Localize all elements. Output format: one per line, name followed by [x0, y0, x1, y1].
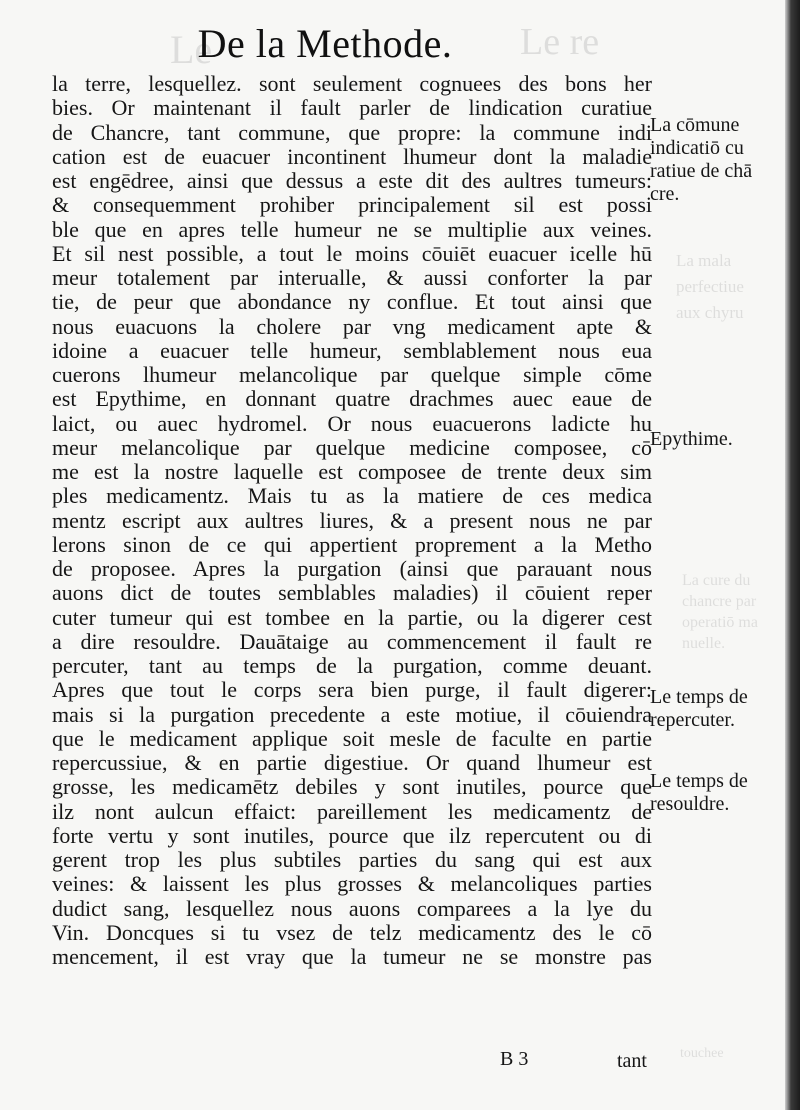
text-line: de Chancre, tant commune, que propre: la commune indi	[52, 119, 652, 145]
text-line: bies. Or maintenant il fault parler de lindication curatiue	[52, 95, 652, 121]
show-through-text: La cure du chancre par operatiō ma nuelle.	[682, 572, 758, 652]
running-head: De la Methode.	[197, 21, 453, 66]
margin-note-repercuter	[650, 686, 748, 732]
text-line: a dire resouldre. Dauātaige au commencement il fault re	[52, 628, 652, 654]
text-line: ples medicamentz. Mais tu as la matiere de ces medica	[52, 483, 652, 509]
show-through-text: touchee	[680, 1046, 724, 1061]
catchword: tant	[617, 1050, 647, 1072]
margin-note-line: Epythime.	[650, 428, 733, 450]
text-line: Vin. Doncques si tu vsez de telz medicamentz des le cō	[52, 919, 652, 945]
text-line: laict, ou auec hydromel. Or nous euacuerons ladicte hu	[52, 410, 652, 436]
page-edge	[785, 0, 800, 1110]
text-line: de proposee. Apres la purgation (ainsi que parauant nous	[52, 556, 652, 581]
signature-mark: B 3	[500, 1048, 529, 1070]
show-through-text: La mala perfectiue aux chyru	[676, 251, 744, 322]
margin-note-line: cre.	[650, 183, 680, 205]
text-line: ble que en apres telle humeur ne se multiplie aux veines.	[52, 216, 652, 242]
text-line: veines: & laissent les plus grosses & melancoliques parties	[52, 871, 652, 897]
text-line: idoine a euacuer telle humeur, semblablement nous eua	[52, 337, 652, 363]
text-line: que le medicament applique soit mesle de faculte en partie	[52, 725, 652, 751]
show-through-text: Le re	[520, 21, 600, 63]
text-line: est Epythime, en donnant quatre drachmes auec eaue de	[52, 386, 652, 412]
text-line: nous euacuons la cholere par vng medicament apte &	[52, 313, 652, 339]
margin-note-indication	[650, 114, 752, 206]
text-line: Apres que tout le corps sera bien purge, il fault digerer:	[52, 677, 652, 703]
margin-note-line: ratiue de chā	[650, 160, 753, 182]
body-text	[52, 72, 652, 969]
text-line: repercussiue, & en partie digestiue. Or quand lhumeur est	[52, 750, 652, 775]
text-line: me est la nostre laquelle est composee de trente deux sim	[52, 459, 652, 484]
margin-note-line: Le temps de	[650, 686, 748, 708]
text-line: meur totalement par interualle, & aussi conforter la par	[52, 265, 652, 290]
margin-note-line: La cōmune	[650, 114, 740, 136]
margin-note-line: Le temps de	[650, 770, 748, 792]
text-line: mentz escript aux aultres liures, & a present nous ne par	[52, 507, 652, 533]
text-line: gerent trop les plus subtiles parties du sang qui est aux	[52, 847, 652, 872]
text-line: forte vertu y sont inutiles, pource que ilz repercutent ou di	[52, 822, 652, 848]
text-line: lerons sinon de ce qui appertient proprement a la Metho	[52, 531, 652, 557]
text-line: mencement, il est vray que la tumeur ne se monstre pas	[52, 944, 652, 969]
text-line: meur melancolique par quelque medicine composee, cō	[52, 434, 652, 460]
text-line: dudict sang, lesquellez nous auons comparees a la lye du	[52, 895, 652, 921]
text-line: mais si la purgation precedente a este motiue, il cōuiendra	[52, 701, 652, 727]
margin-note-line: repercuter.	[650, 709, 735, 731]
margin-note-line: resouldre.	[650, 793, 730, 815]
text-line: cation est de euacuer incontinent lhumeur dont la maladie	[52, 143, 652, 169]
text-line: est engēdree, ainsi que dessus a este dit des aultres tumeurs:	[52, 168, 652, 193]
margin-note-resouldre	[650, 770, 748, 816]
text-line: cuter tumeur qui est tombee en la partie, ou la digerer cest	[52, 604, 652, 630]
text-line: ilz nont aulcun effaict: pareillement les medicamentz de	[52, 798, 652, 824]
text-line: cuerons lhumeur melancolique par quelque simple cōme	[52, 362, 652, 387]
text-line: grosse, les medicamētz debiles y sont inutiles, pource que	[52, 774, 652, 800]
text-line: la terre, lesquellez. sont seulement cognuees des bons her	[52, 71, 652, 96]
text-line: auons dict de toutes semblables maladies) il cōuient reper	[52, 580, 652, 606]
margin-note-line: indicatiō cu	[650, 137, 744, 159]
text-line: tie, de peur que abondance ny conflue. Et tout ainsi que	[52, 289, 652, 315]
text-line: Et sil nest possible, a tout le moins cōuiēt euacuer icelle hū	[52, 240, 652, 266]
text-line: percuter, tant au temps de la purgation, comme deuant.	[52, 653, 652, 678]
margin-note-epythime	[650, 428, 733, 451]
text-line: & consequemment prohiber principalement sil est possi	[52, 192, 652, 218]
show-through-text: Le	[170, 27, 213, 72]
